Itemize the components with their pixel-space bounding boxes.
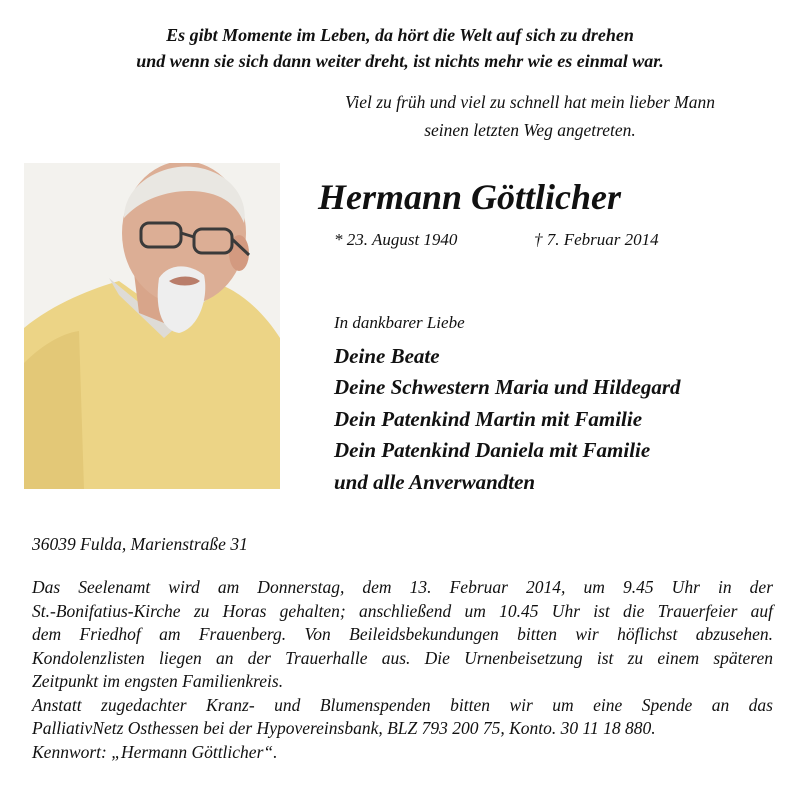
notice-line: Das Seelenamt wird am Donnerstag, dem 13. Februar 2014, um 9.45 Uhr in der [32,577,773,597]
address: 36039 Fulda, Marienstraße 31 [32,534,248,554]
notice-line: Kondolenzlisten liegen an der Trauerhalle aus. Die Urnenbeisetzung ist zu einem späteren [32,647,773,668]
notice-line: PalliativNetz Osthessen bei der Hypovereinsbank, BLZ 793 200 75, Konto. 30 11 18 880. [32,718,656,738]
mourners-intro: In dankbarer Liebe [334,313,465,332]
quote-line-2: und wenn sie sich dann weiter dreht, ist nichts mehr wie es einmal war. [136,51,664,71]
deceased-name: Hermann Göttlicher [318,177,622,217]
notice-line: St.-Bonifatius-Kirche zu Horas gehalten; anschließend um 10.45 Uhr ist die Trauerfeier auf [32,600,773,621]
service-notice [32,576,773,764]
mourner-line: Dein Patenkind Daniela mit Familie [334,438,651,462]
mourner-line: und alle Anverwandten [334,470,536,494]
quote-line-1: Es gibt Momente im Leben, da hört die Welt auf sich zu drehen [166,25,634,45]
mourner-line: Deine Schwestern Maria und Hildegard [334,375,681,399]
birth-date: * 23. August 1940 [334,230,458,249]
notice-line: Kennwort: „Hermann Göttlicher“. [32,741,278,762]
intro-line-2: seinen letzten Weg angetreten. [424,120,636,140]
notice-line: Zeitpunkt im engsten Familienkreis. [32,671,284,691]
portrait-photo [24,163,280,489]
notice-line: dem Friedhof am Frauenberg. Von Beileidsbekundungen bitten wir höflichst abzusehen. [32,624,773,644]
mourner-line: Deine Beate [334,344,440,368]
death-date: † 7. Februar 2014 [534,230,659,249]
intro-line-1: Viel zu früh und viel zu schnell hat mein lieber Mann [344,92,716,112]
mourner-line: Dein Patenkind Martin mit Familie [334,407,643,431]
notice-line: Anstatt zugedachter Kranz- und Blumenspenden bitten wir um eine Spende an das [32,694,773,715]
